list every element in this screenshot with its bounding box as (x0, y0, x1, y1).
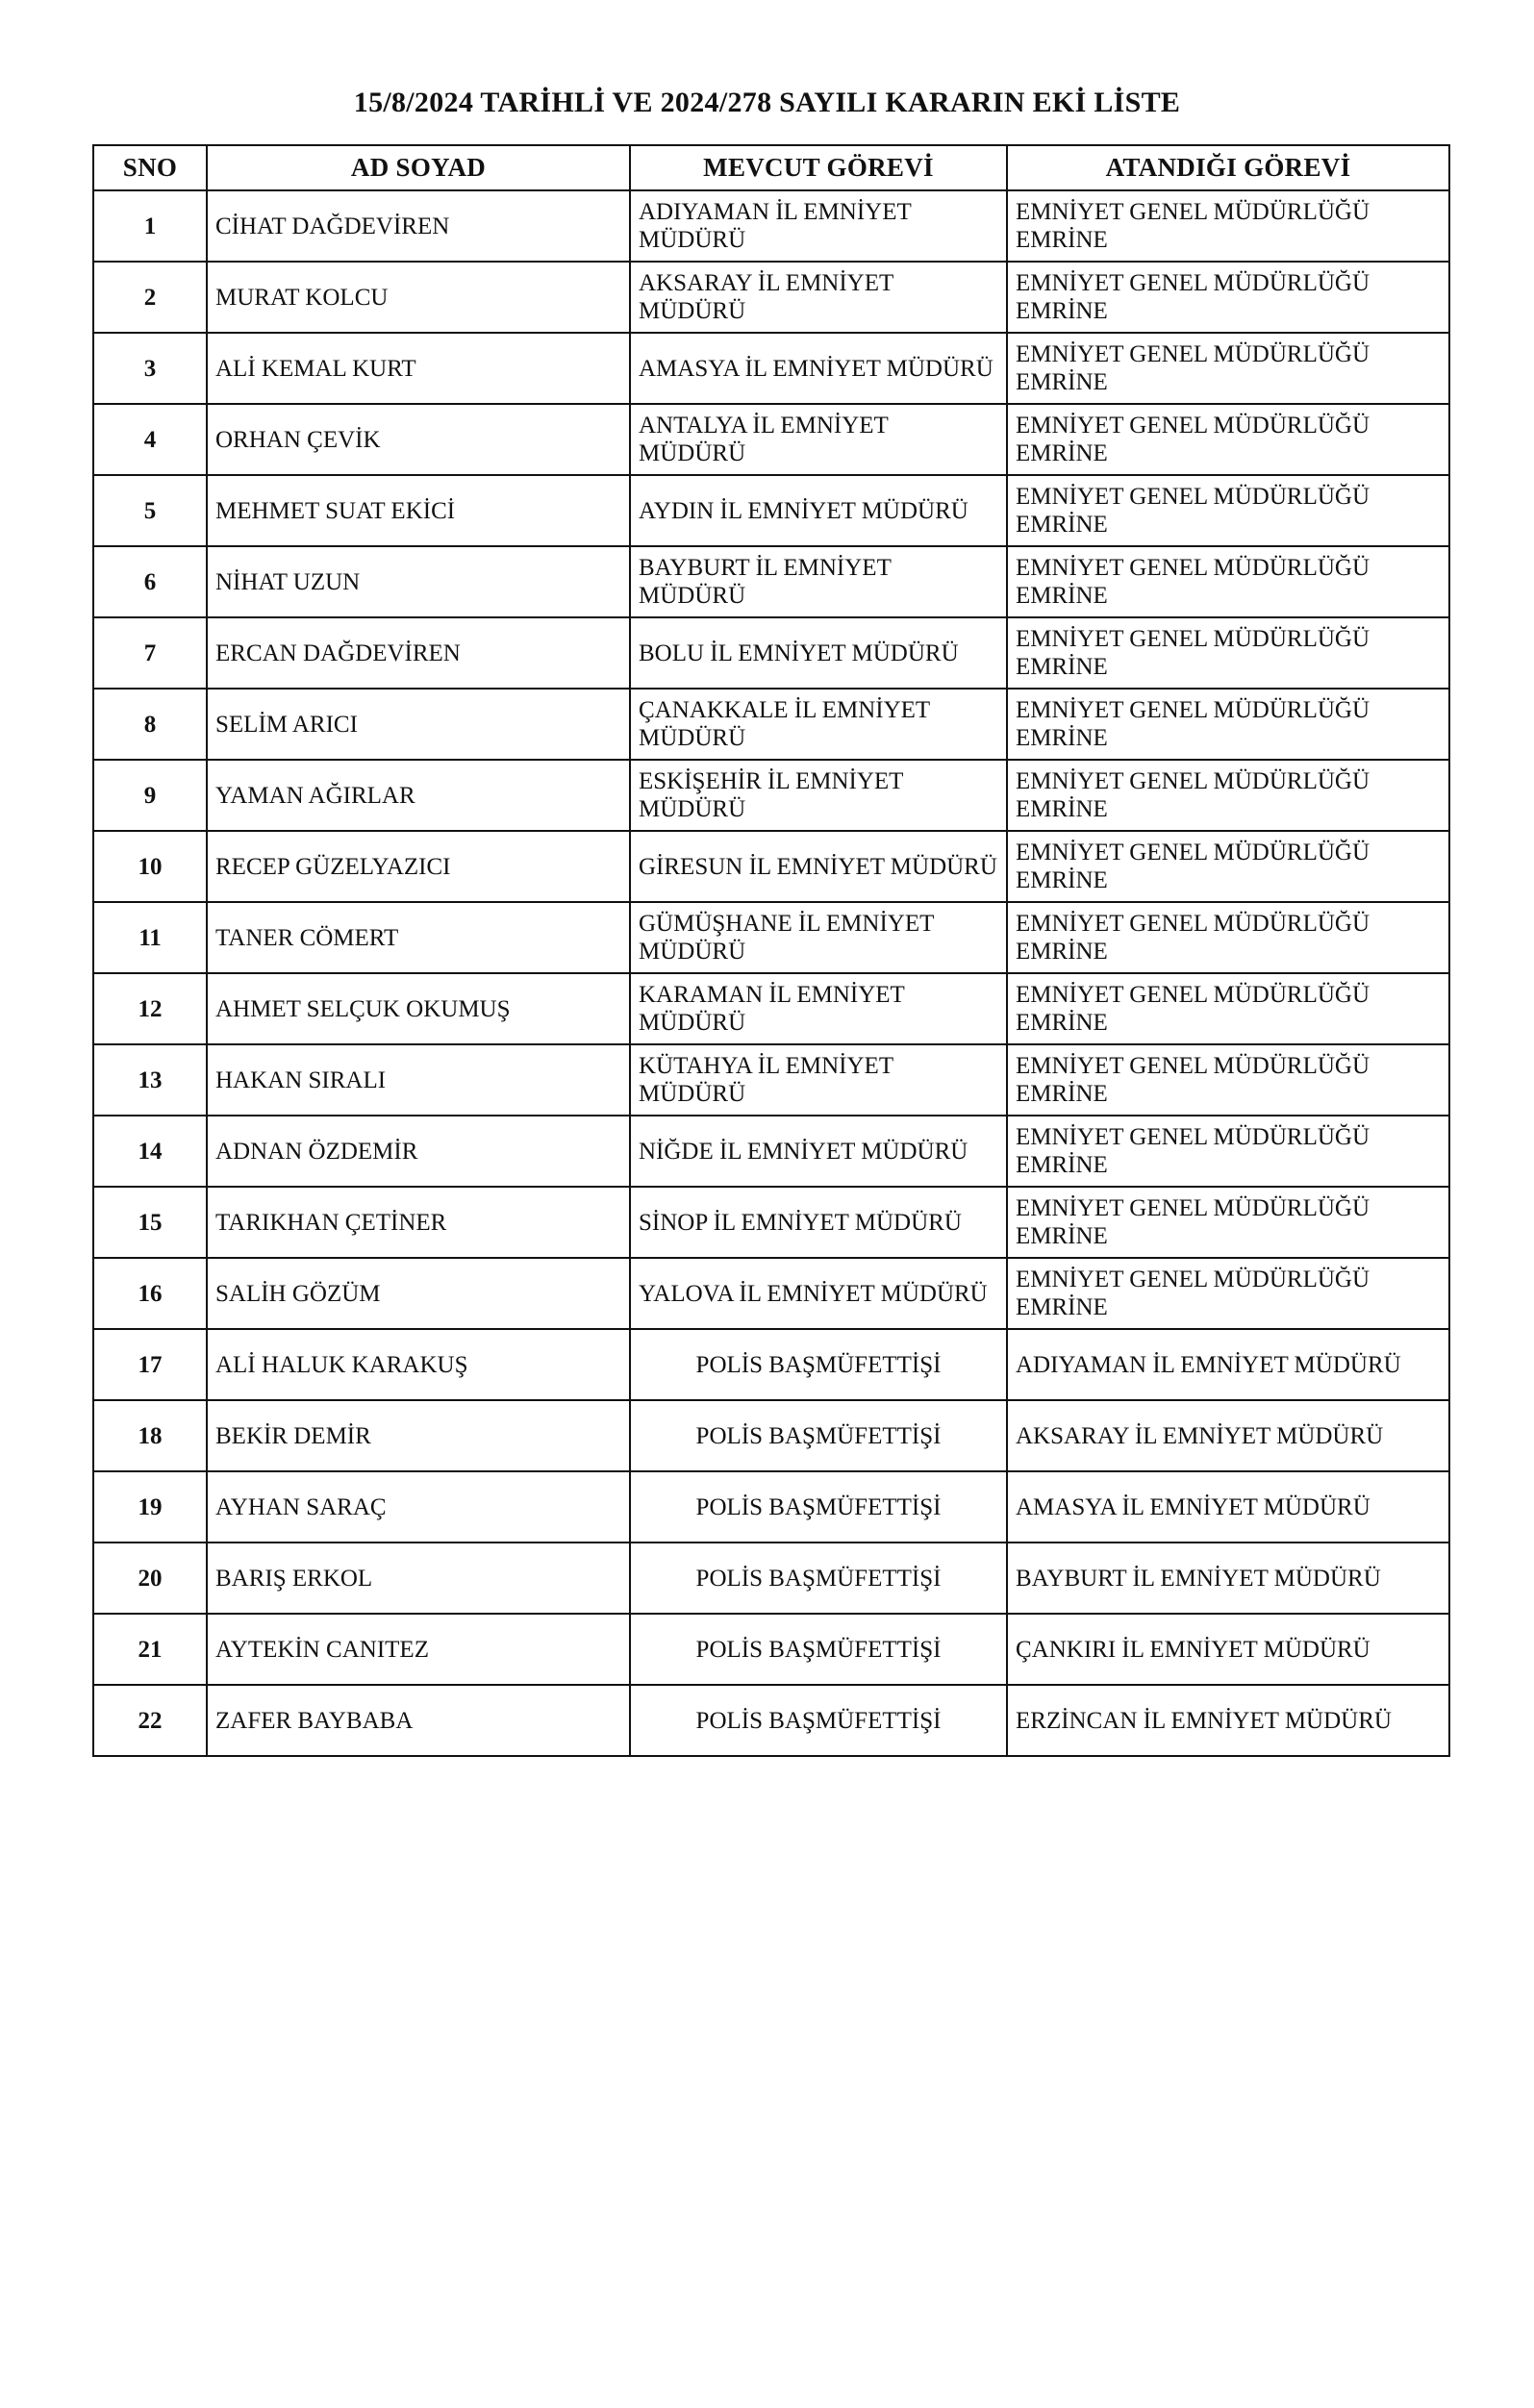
cell-sno: 21 (93, 1614, 207, 1685)
cell-current-position: POLİS BAŞMÜFETTİŞİ (630, 1543, 1007, 1614)
cell-current-position: AYDIN İL EMNİYET MÜDÜRÜ (630, 475, 1007, 546)
cell-current-position: POLİS BAŞMÜFETTİŞİ (630, 1400, 1007, 1471)
cell-assigned-position: EMNİYET GENEL MÜDÜRLÜĞÜ EMRİNE (1007, 1258, 1449, 1329)
cell-assigned-position: EMNİYET GENEL MÜDÜRLÜĞÜ EMRİNE (1007, 973, 1449, 1044)
cell-sno: 9 (93, 760, 207, 831)
cell-assigned-position: ÇANKIRI İL EMNİYET MÜDÜRÜ (1007, 1614, 1449, 1685)
table-row (93, 902, 1449, 973)
table-header-row (93, 145, 1449, 190)
cell-name: AHMET SELÇUK OKUMUŞ (207, 973, 630, 1044)
cell-assigned-position: EMNİYET GENEL MÜDÜRLÜĞÜ EMRİNE (1007, 831, 1449, 902)
table-row (93, 689, 1449, 760)
cell-sno: 18 (93, 1400, 207, 1471)
cell-name: TANER CÖMERT (207, 902, 630, 973)
cell-sno: 22 (93, 1685, 207, 1756)
cell-assigned-position: AMASYA İL EMNİYET MÜDÜRÜ (1007, 1471, 1449, 1543)
table-row (93, 1614, 1449, 1685)
cell-name: NİHAT UZUN (207, 546, 630, 617)
cell-sno: 11 (93, 902, 207, 973)
cell-name: RECEP GÜZELYAZICI (207, 831, 630, 902)
cell-assigned-position: ERZİNCAN İL EMNİYET MÜDÜRÜ (1007, 1685, 1449, 1756)
table-row (93, 1258, 1449, 1329)
cell-name: ORHAN ÇEVİK (207, 404, 630, 475)
cell-current-position: NİĞDE İL EMNİYET MÜDÜRÜ (630, 1116, 1007, 1187)
cell-assigned-position: EMNİYET GENEL MÜDÜRLÜĞÜ EMRİNE (1007, 689, 1449, 760)
cell-sno: 1 (93, 190, 207, 262)
table-row (93, 404, 1449, 475)
cell-name: MURAT KOLCU (207, 262, 630, 333)
cell-current-position: AMASYA İL EMNİYET MÜDÜRÜ (630, 333, 1007, 404)
table-row (93, 1116, 1449, 1187)
table-row (93, 262, 1449, 333)
cell-current-position: GÜMÜŞHANE İL EMNİYET MÜDÜRÜ (630, 902, 1007, 973)
cell-name: HAKAN SIRALI (207, 1044, 630, 1116)
cell-assigned-position: EMNİYET GENEL MÜDÜRLÜĞÜ EMRİNE (1007, 1044, 1449, 1116)
cell-sno: 8 (93, 689, 207, 760)
cell-sno: 10 (93, 831, 207, 902)
column-header-sno: SNO (93, 145, 207, 190)
cell-assigned-position: EMNİYET GENEL MÜDÜRLÜĞÜ EMRİNE (1007, 1187, 1449, 1258)
cell-sno: 14 (93, 1116, 207, 1187)
column-header-current-position: MEVCUT GÖREVİ (630, 145, 1007, 190)
table-row (93, 617, 1449, 689)
table-row (93, 1187, 1449, 1258)
cell-assigned-position: EMNİYET GENEL MÜDÜRLÜĞÜ EMRİNE (1007, 760, 1449, 831)
table-row (93, 1685, 1449, 1756)
cell-current-position: POLİS BAŞMÜFETTİŞİ (630, 1329, 1007, 1400)
cell-assigned-position: EMNİYET GENEL MÜDÜRLÜĞÜ EMRİNE (1007, 262, 1449, 333)
table-row (93, 546, 1449, 617)
cell-name: CİHAT DAĞDEVİREN (207, 190, 630, 262)
table-row (93, 760, 1449, 831)
table-row (93, 333, 1449, 404)
cell-name: ERCAN DAĞDEVİREN (207, 617, 630, 689)
cell-sno: 7 (93, 617, 207, 689)
cell-name: ALİ HALUK KARAKUŞ (207, 1329, 630, 1400)
cell-current-position: BAYBURT İL EMNİYET MÜDÜRÜ (630, 546, 1007, 617)
table-row (93, 1044, 1449, 1116)
cell-sno: 16 (93, 1258, 207, 1329)
cell-name: YAMAN AĞIRLAR (207, 760, 630, 831)
cell-current-position: KÜTAHYA İL EMNİYET MÜDÜRÜ (630, 1044, 1007, 1116)
cell-assigned-position: EMNİYET GENEL MÜDÜRLÜĞÜ EMRİNE (1007, 617, 1449, 689)
cell-assigned-position: EMNİYET GENEL MÜDÜRLÜĞÜ EMRİNE (1007, 902, 1449, 973)
cell-name: AYHAN SARAÇ (207, 1471, 630, 1543)
cell-name: ADNAN ÖZDEMİR (207, 1116, 630, 1187)
table-row (93, 1471, 1449, 1543)
column-header-name: AD SOYAD (207, 145, 630, 190)
cell-current-position: AKSARAY İL EMNİYET MÜDÜRÜ (630, 262, 1007, 333)
cell-assigned-position: ADIYAMAN İL EMNİYET MÜDÜRÜ (1007, 1329, 1449, 1400)
cell-current-position: KARAMAN İL EMNİYET MÜDÜRÜ (630, 973, 1007, 1044)
cell-sno: 17 (93, 1329, 207, 1400)
cell-assigned-position: BAYBURT İL EMNİYET MÜDÜRÜ (1007, 1543, 1449, 1614)
cell-assigned-position: EMNİYET GENEL MÜDÜRLÜĞÜ EMRİNE (1007, 333, 1449, 404)
cell-name: ALİ KEMAL KURT (207, 333, 630, 404)
cell-name: BEKİR DEMİR (207, 1400, 630, 1471)
table-row (93, 1329, 1449, 1400)
cell-sno: 6 (93, 546, 207, 617)
cell-assigned-position: EMNİYET GENEL MÜDÜRLÜĞÜ EMRİNE (1007, 1116, 1449, 1187)
cell-name: MEHMET SUAT EKİCİ (207, 475, 630, 546)
cell-sno: 13 (93, 1044, 207, 1116)
cell-sno: 12 (93, 973, 207, 1044)
cell-current-position: GİRESUN İL EMNİYET MÜDÜRÜ (630, 831, 1007, 902)
cell-assigned-position: AKSARAY İL EMNİYET MÜDÜRÜ (1007, 1400, 1449, 1471)
table-header (93, 145, 1449, 190)
cell-current-position: POLİS BAŞMÜFETTİŞİ (630, 1614, 1007, 1685)
cell-sno: 15 (93, 1187, 207, 1258)
appointments-table (92, 144, 1450, 1757)
cell-current-position: ANTALYA İL EMNİYET MÜDÜRÜ (630, 404, 1007, 475)
cell-sno: 4 (93, 404, 207, 475)
cell-current-position: SİNOP İL EMNİYET MÜDÜRÜ (630, 1187, 1007, 1258)
table-row (93, 1400, 1449, 1471)
cell-current-position: POLİS BAŞMÜFETTİŞİ (630, 1685, 1007, 1756)
cell-current-position: BOLU İL EMNİYET MÜDÜRÜ (630, 617, 1007, 689)
cell-sno: 3 (93, 333, 207, 404)
cell-assigned-position: EMNİYET GENEL MÜDÜRLÜĞÜ EMRİNE (1007, 475, 1449, 546)
table-row (93, 475, 1449, 546)
cell-name: ZAFER BAYBABA (207, 1685, 630, 1756)
cell-name: SELİM ARICI (207, 689, 630, 760)
cell-current-position: YALOVA İL EMNİYET MÜDÜRÜ (630, 1258, 1007, 1329)
table-row (93, 973, 1449, 1044)
cell-name: AYTEKİN CANITEZ (207, 1614, 630, 1685)
cell-current-position: ADIYAMAN İL EMNİYET MÜDÜRÜ (630, 190, 1007, 262)
cell-sno: 2 (93, 262, 207, 333)
cell-name: SALİH GÖZÜM (207, 1258, 630, 1329)
column-header-assigned-position: ATANDIĞI GÖREVİ (1007, 145, 1449, 190)
cell-current-position: ÇANAKKALE İL EMNİYET MÜDÜRÜ (630, 689, 1007, 760)
cell-current-position: ESKİŞEHİR İL EMNİYET MÜDÜRÜ (630, 760, 1007, 831)
cell-name: TARIKHAN ÇETİNER (207, 1187, 630, 1258)
cell-name: BARIŞ ERKOL (207, 1543, 630, 1614)
cell-sno: 5 (93, 475, 207, 546)
table-row (93, 831, 1449, 902)
table-body (93, 190, 1449, 1756)
page-title: 15/8/2024 TARİHLİ VE 2024/278 SAYILI KARARIN EKİ LİSTE (353, 87, 1181, 118)
table-row (93, 190, 1449, 262)
cell-assigned-position: EMNİYET GENEL MÜDÜRLÜĞÜ EMRİNE (1007, 404, 1449, 475)
cell-current-position: POLİS BAŞMÜFETTİŞİ (630, 1471, 1007, 1543)
cell-sno: 19 (93, 1471, 207, 1543)
cell-sno: 20 (93, 1543, 207, 1614)
cell-assigned-position: EMNİYET GENEL MÜDÜRLÜĞÜ EMRİNE (1007, 190, 1449, 262)
cell-assigned-position: EMNİYET GENEL MÜDÜRLÜĞÜ EMRİNE (1007, 546, 1449, 617)
table-row (93, 1543, 1449, 1614)
